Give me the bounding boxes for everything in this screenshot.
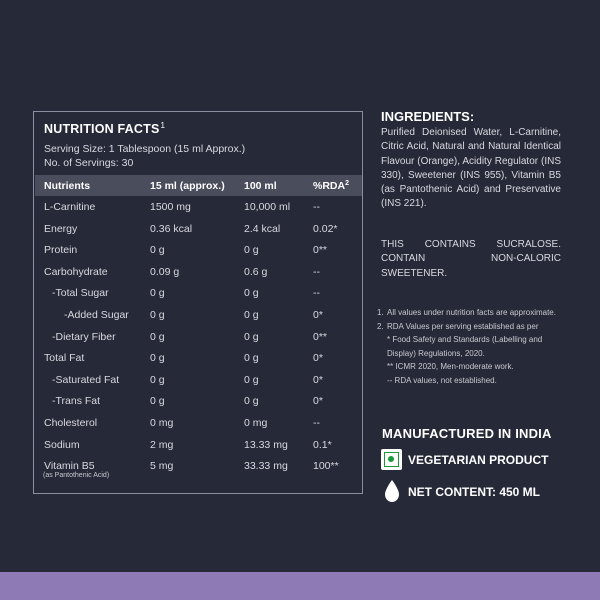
- bottom-accent-bar: [0, 572, 600, 600]
- value-15ml: 0 g: [150, 309, 165, 321]
- value-15ml: 0 mg: [150, 417, 174, 429]
- nutrient-name: Vitamin B5: [44, 460, 95, 473]
- nutrient-name: Carbohydrate: [44, 265, 108, 278]
- header-rda: %RDA$^2$: [313, 180, 349, 192]
- table-header: [35, 175, 362, 196]
- value-100ml: 0 g: [244, 244, 259, 257]
- nutrient-name: L-Carnitine: [44, 201, 96, 213]
- nutrient-name: Cholesterol: [44, 417, 98, 429]
- value-100ml: 0 g: [244, 309, 259, 321]
- value-15ml: 0 g: [150, 330, 165, 343]
- value-rda: 0*: [313, 395, 323, 408]
- value-100ml: 10,000 ml: [244, 201, 291, 213]
- value-rda: 0*: [313, 352, 323, 365]
- value-100ml: 13.33 mg: [244, 438, 288, 451]
- table-row: [34, 266, 364, 288]
- value-15ml: 0 g: [150, 395, 165, 408]
- value-100ml: 0 g: [244, 287, 259, 300]
- footnote-2b: ** ICMR 2020, Men-moderate work.: [387, 362, 514, 371]
- table-row: [34, 309, 364, 331]
- value-100ml: 0.6 g: [244, 265, 268, 278]
- nutrient-subnote: (as Pantothenic Acid): [43, 472, 110, 480]
- vegetarian-label: VEGETARIAN PRODUCT: [408, 453, 549, 467]
- table-row: [34, 352, 364, 374]
- value-rda: --: [313, 287, 320, 300]
- nutrition-title: NUTRITION FACTS$^1$: [44, 121, 166, 136]
- value-15ml: 5 mg: [150, 460, 174, 473]
- table-row: [34, 460, 364, 482]
- value-100ml: 33.33 mg: [244, 460, 288, 473]
- net-content-label: NET CONTENT: 450 ML: [408, 485, 541, 499]
- table-row: [34, 287, 364, 309]
- nutrient-name: Sodium: [44, 438, 80, 451]
- value-15ml: 0.36 kcal: [150, 222, 193, 235]
- sweetener-warning: THIS CONTAINS SUCRALOSE. CONTAIN NON-CALORIC SWEETENER.: [381, 239, 561, 279]
- footnote-2a: * Food Safety and Standards (Labelling and Display) Regulations, 2020.: [387, 335, 543, 358]
- value-rda: 0**: [313, 244, 328, 257]
- table-row: [34, 374, 364, 396]
- value-15ml: 0 g: [150, 287, 165, 300]
- nutrient-name: -Trans Fat: [52, 395, 101, 408]
- nutrition-facts-panel: [33, 111, 363, 494]
- nutrient-name: -Dietary Fiber: [52, 330, 116, 343]
- value-rda: 0.02*: [313, 222, 338, 235]
- value-100ml: 0 g: [244, 373, 259, 386]
- header-15ml: 15 ml (approx.): [150, 180, 225, 192]
- footnotes: [377, 306, 572, 387]
- value-100ml: 0 g: [244, 352, 259, 365]
- value-100ml: 0 mg: [244, 417, 268, 429]
- value-rda: --: [313, 417, 320, 429]
- header-100ml: 100 ml: [244, 180, 277, 192]
- value-rda: --: [313, 265, 320, 278]
- value-15ml: 0.09 g: [150, 265, 180, 278]
- drop-icon: [383, 479, 401, 503]
- nutrient-name: -Added Sugar: [64, 309, 129, 321]
- value-100ml: 0 g: [244, 395, 259, 408]
- value-rda: --: [313, 201, 320, 213]
- table-row: [34, 223, 364, 245]
- value-rda: 0.1*: [313, 438, 332, 451]
- ingredients-title: INGREDIENTS:: [381, 109, 475, 124]
- nutrient-name: Energy: [44, 222, 78, 235]
- ingredients-text: Purified Deionised Water, L-Carnitine, Citric Acid, Natural and Natural Identical Flavour (Orange), Acidity Regulator (INS 330), Sweetener (INS 955), Vitamin B5 (as Pantothenic Acid) and Preservative (INS 221).: [381, 127, 561, 210]
- nutrient-name: Total Fat: [44, 352, 85, 365]
- value-15ml: 2 mg: [150, 438, 174, 451]
- value-rda: 0*: [313, 309, 323, 321]
- footnote-2: 2. RDA Values per serving established as per: [377, 321, 539, 331]
- nutrient-name: -Total Sugar: [52, 287, 109, 300]
- value-100ml: 2.4 kcal: [244, 222, 281, 235]
- value-100ml: 0 g: [244, 330, 259, 343]
- veg-mark-icon: [381, 449, 402, 470]
- table-row: [34, 201, 364, 223]
- value-rda: 100**: [313, 460, 339, 473]
- table-row: [34, 395, 364, 417]
- nutrient-name: Protein: [44, 244, 78, 257]
- table-row: [34, 244, 364, 266]
- manufactured-in-india: MANUFACTURED IN INDIA: [382, 426, 552, 441]
- servings-count: No. of Servings: 30: [44, 157, 134, 169]
- value-15ml: 0 g: [150, 373, 165, 386]
- nutrient-name: -Saturated Fat: [52, 373, 120, 386]
- value-15ml: 0 g: [150, 352, 165, 365]
- table-row: [34, 417, 364, 439]
- serving-size: Serving Size: 1 Tablespoon (15 ml Approx.): [44, 143, 246, 155]
- value-rda: 0*: [313, 373, 323, 386]
- table-row: [34, 331, 364, 353]
- header-nutrients: Nutrients: [44, 180, 91, 192]
- table-row: [34, 439, 364, 461]
- footnote-1: 1. All values under nutrition facts are approximate.: [377, 308, 556, 317]
- value-rda: 0**: [313, 330, 328, 343]
- value-15ml: 0 g: [150, 244, 165, 257]
- serving-info: [44, 142, 245, 170]
- footnote-2c: -- RDA values, not established.: [387, 375, 497, 385]
- value-15ml: 1500 mg: [150, 201, 191, 213]
